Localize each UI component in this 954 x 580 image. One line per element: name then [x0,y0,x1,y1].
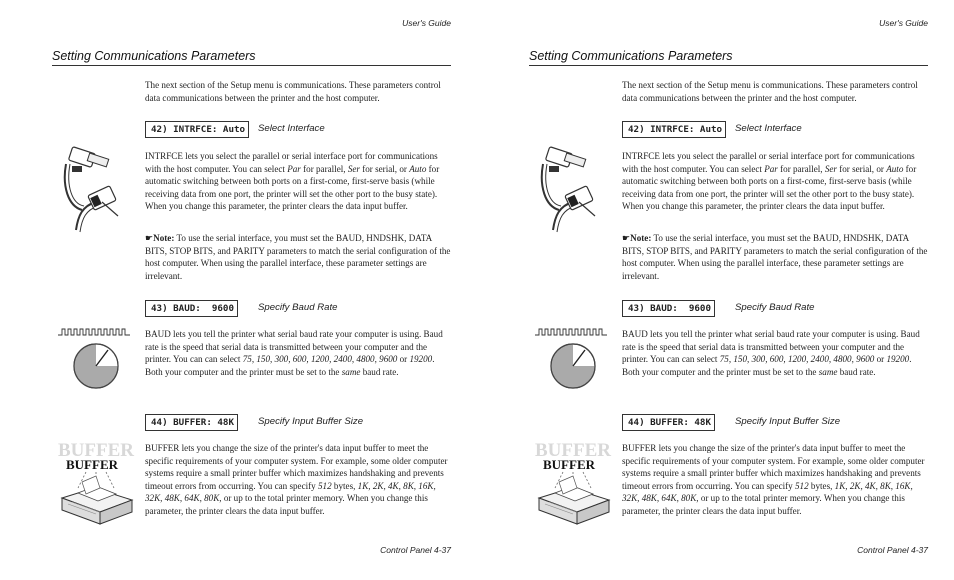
lcd-intrfce: 42) INTRFCE: Auto [622,121,726,138]
buffer-text: BUFFER [66,457,118,472]
intrfce-paragraph: INTRFCE lets you select the parallel or serial interface port for communications with the host computer. You can select Par for parallel, Ser for serial, or Auto for automatic switching between both ports on a first-come, first-serve basis (while receiving data from one port, the printer will set the other port to the busy state). When you change this parameter, the printer clears the data input buffer. [145,151,440,212]
caption-intrfce: Select Interface [258,123,325,134]
baud-clock-icon [533,326,609,392]
section-title: Setting Communications Parameters [529,49,928,66]
lcd-buffer: 44) BUFFER: 48K [145,414,238,431]
intro-paragraph: The next section of the Setup menu is communications. These parameters control data communications between the printer and the host computer. [145,80,441,103]
lcd-baud: 43) BAUD: 9600 [622,300,715,317]
section-title: Setting Communications Parameters [52,49,451,66]
page-right [477,0,954,580]
running-header: User's Guide [879,18,928,28]
baud-paragraph: BAUD lets you tell the printer what serial baud rate your computer is using. Baud rate is the speed that serial data is transmitted between your computer and the printer. You can can select 75, 150, 300, 600, 1200, 2400, 4800, 9600 or 19200. Both your computer and the printer must be set to the same baud rate. [145,329,443,377]
note-paragraph: ☛Note: To use the serial interface, you must set the BAUD, HNDSHK, DATA BITS, STOP BITS, and PARITY parameters to match the serial configuration of the host computer. When using the parallel interface, these parameter settings are irrelevant. [145,233,451,281]
caption-baud: Specify Baud Rate [735,302,815,313]
buffer-paragraph: BUFFER lets you change the size of the printer's data input buffer to meet the specific requirements of your computer system. For example, some older computer systems require a small printer buffer which maximizes handshaking and prevents timeout errors from occurring. You can specify 512 bytes, 1K, 2K, 4K, 8K, 16K, 32K, 48K, 64K, 80K, or up to the total printer memory. When you change this parameter, the printer clears the data input buffer. [145,443,448,516]
pointing-hand-icon: ☛ [622,233,631,243]
buffer-paragraph: BUFFER lets you change the size of the printer's data input buffer to meet the specific requirements of your computer system. For example, some older computer systems require a small printer buffer which maximizes handshaking and prevents timeout errors from occurring. You can specify 512 bytes, 1K, 2K, 4K, 8K, 16K, 32K, 48K, 64K, 80K, or up to the total printer memory. When you change this parameter, the printer clears the data input buffer. [622,443,925,516]
printer-buffer-figure [56,438,136,528]
caption-intrfce: Select Interface [735,123,802,134]
caption-buffer: Specify Input Buffer Size [258,416,364,427]
caption-baud: Specify Baud Rate [258,302,338,313]
cable-connectors-icon [62,146,120,236]
baud-clock-icon [56,326,132,392]
printer-buffer-figure [533,438,613,528]
intro-paragraph: The next section of the Setup menu is communications. These parameters control data communications between the printer and the host computer. [622,80,918,103]
caption-buffer: Specify Input Buffer Size [735,416,841,427]
buffer-shadow-text: BUFFER [535,440,611,461]
lcd-intrfce: 42) INTRFCE: Auto [145,121,249,138]
page-footer: Control Panel 4-37 [380,545,451,555]
lcd-baud: 43) BAUD: 9600 [145,300,238,317]
pointing-hand-icon: ☛ [145,233,154,243]
lcd-buffer: 44) BUFFER: 48K [622,414,715,431]
baud-paragraph: BAUD lets you tell the printer what serial baud rate your computer is using. Baud rate is the speed that serial data is transmitted between your computer and the printer. You can can select 75, 150, 300, 600, 1200, 2400, 4800, 9600 or 19200. Both your computer and the printer must be set to the same baud rate. [622,329,920,377]
page-footer: Control Panel 4-37 [857,545,928,555]
running-header: User's Guide [402,18,451,28]
note-paragraph: ☛Note: To use the serial interface, you must set the BAUD, HNDSHK, DATA BITS, STOP BITS, and PARITY parameters to match the serial configuration of the host computer. When using the parallel interface, these parameter settings are irrelevant. [622,233,928,281]
buffer-shadow-text: BUFFER [58,440,134,461]
cable-connectors-icon [539,146,597,236]
intrfce-paragraph: INTRFCE lets you select the parallel or serial interface port for communications with the host computer. You can select Par for parallel, Ser for serial, or Auto for automatic switching between both ports on a first-come, first-serve basis (while receiving data from one port, the printer will set the other port to the busy state). When you change this parameter, the printer clears the data input buffer. [622,151,917,212]
buffer-text: BUFFER [543,457,595,472]
